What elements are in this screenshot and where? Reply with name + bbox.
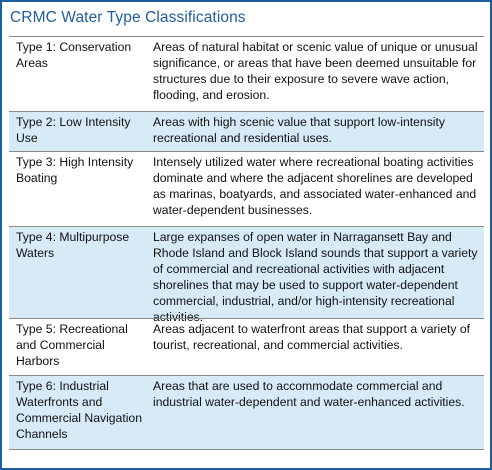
table-row bbox=[9, 318, 484, 375]
water-type-description: Intensely utilized water where recreational boating activities dominate and where the adjacent shorelines are developed as marinas, boatyards, and associated water-enhanced and water-dependent businesses. bbox=[153, 155, 477, 217]
water-type-label: Type 3: High Intensity Boating bbox=[16, 155, 134, 185]
water-type-label: Type 4: Multipurpose Waters bbox=[16, 230, 130, 260]
panel-title: CRMC Water Type Classifications bbox=[10, 9, 246, 26]
water-type-description: Large expanses of open water in Narragansett Bay and Rhode Island and Block Island sounds that support a variety of commercial and recreational activities with adjacent shorelines that may be used to support water-dependent commercial, industrial, and/or high-intensity recreational activities. bbox=[153, 230, 478, 324]
water-type-label: Type 1: Conservation Areas bbox=[16, 40, 132, 70]
table-row bbox=[9, 151, 484, 226]
water-type-label: Type 5: Recreational and Commercial Harbors bbox=[16, 322, 128, 368]
water-type-description: Areas of natural habitat or scenic value of unique or unusual significance, or areas that have been deemed unsuitable for structures due to their exposure to severe wave action, flooding, and erosion. bbox=[153, 40, 478, 102]
table-row bbox=[9, 111, 484, 151]
table-row bbox=[9, 226, 484, 324]
water-type-label: Type 2: Low Intensity Use bbox=[16, 115, 131, 145]
table-row bbox=[9, 375, 484, 450]
water-type-description: Areas that are used to accommodate commercial and industrial water-dependent and water-enhanced activities. bbox=[153, 379, 465, 409]
water-type-description: Areas adjacent to waterfront areas that support a variety of tourist, recreational, and commercial activities. bbox=[153, 322, 471, 352]
water-type-description: Areas with high scenic value that support low-intensity recreational and residential uses. bbox=[153, 115, 445, 145]
table-row bbox=[9, 36, 484, 111]
classification-table bbox=[9, 36, 484, 450]
water-type-label: Type 6: Industrial Waterfronts and Commercial Navigation Channels bbox=[16, 379, 142, 441]
